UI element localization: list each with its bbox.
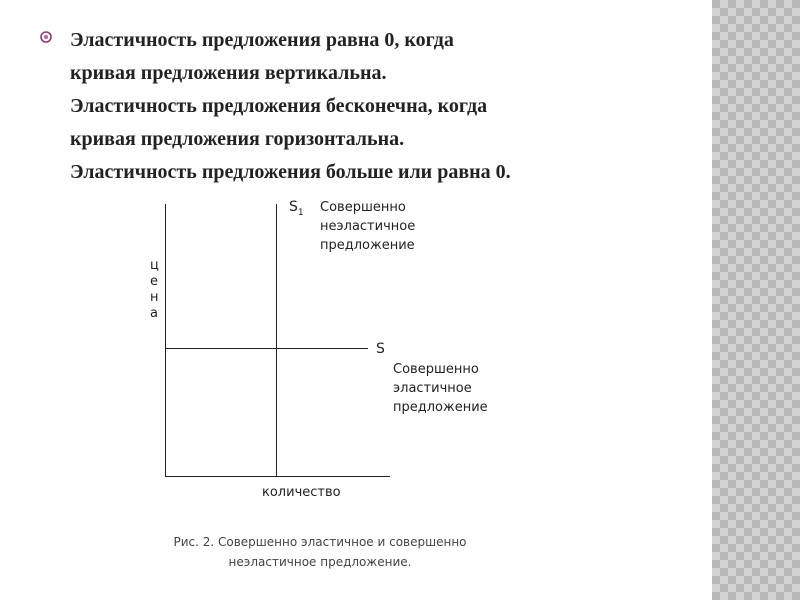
figure-caption <box>120 532 520 572</box>
inelastic-label-line-1: Совершенно <box>320 200 406 215</box>
text-line-5: Эластичность предложения больше или равна 0. <box>70 161 511 183</box>
caption-line-1: Рис. 2. Совершенно эластичное и совершенно <box>173 535 467 549</box>
text-line-2: кривая предложения вертикальна. <box>70 62 387 84</box>
y-axis-letter-2: е <box>150 274 158 289</box>
elastic-label-line-3: предложение <box>393 400 488 415</box>
text-line-1: Эластичность предложения равна 0, когда <box>70 29 454 51</box>
inelastic-label-line-2: неэластичное <box>320 219 416 234</box>
text-line-3: Эластичность предложения бесконечна, когда <box>70 95 488 117</box>
s1-letter: S <box>289 199 298 215</box>
s1-subscript: 1 <box>297 207 304 218</box>
elastic-label-line-1: Совершенно <box>393 362 479 377</box>
y-axis <box>165 204 166 477</box>
horizontal-supply-curve-s <box>165 348 368 349</box>
caption-line-2: неэластичное предложение. <box>228 555 412 569</box>
elastic-label-line-2: эластичное <box>393 381 472 396</box>
y-axis-letter-3: н <box>150 290 159 305</box>
y-axis-letter-1: ц <box>150 258 159 273</box>
x-axis <box>165 476 390 477</box>
vertical-supply-curve-s1 <box>276 204 277 477</box>
text-line-4: кривая предложения горизонтальна. <box>70 128 405 150</box>
x-axis-label: количество <box>262 485 341 500</box>
s-label: S <box>376 341 385 357</box>
y-axis-letter-4: а <box>150 306 158 321</box>
s1-label <box>289 197 304 223</box>
inelastic-label-line-3: предложение <box>320 238 415 253</box>
